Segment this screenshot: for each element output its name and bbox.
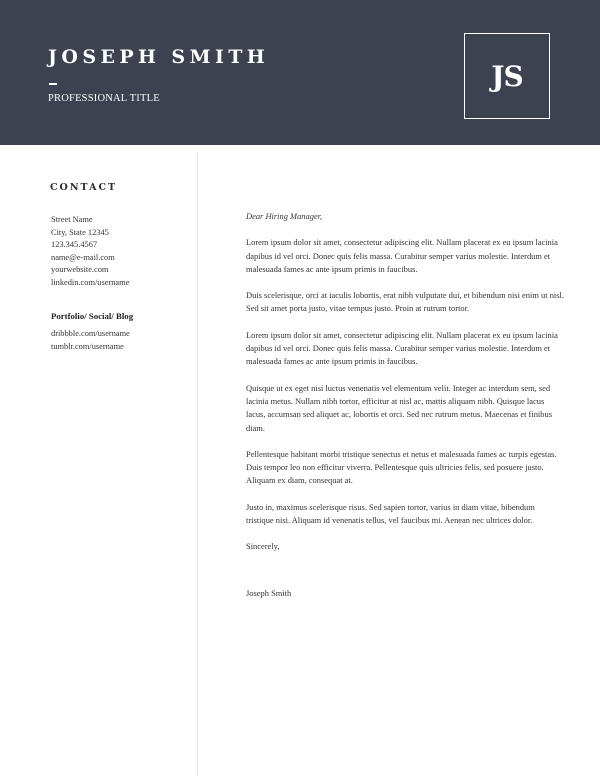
portfolio-heading: Portfolio/ Social/ Blog — [51, 311, 134, 321]
letter-paragraph: Quisque ut ex eget nisi luctus venenatis vel elementum velit. Integer ac interdum sem, sed lacinia metus. Nullam nibh tortor, efficitur at nisl ac, mattis aliquam nibh. Quisque lacus lacus, accumsan sed aliquet ac, lobortis et orci. Sed nec rutrum metus. Maecenas et finibus diam. — [246, 382, 552, 433]
monogram-initials: JS — [491, 59, 523, 93]
letter-signature-name: Joseph Smith — [246, 587, 292, 598]
letter-body — [246, 210, 564, 613]
contact-linkedin: linkedin.com/username — [51, 277, 130, 287]
contact-heading: CONTACT — [50, 182, 118, 193]
contact-street: Street Name — [51, 215, 93, 224]
letter-greeting: Dear Hiring Manager, — [246, 211, 323, 221]
professional-title: PROFESSIONAL TITLE — [48, 93, 160, 104]
letter-paragraph: Pellentesque habitant morbi tristique senectus et netus et malesuada fames ac turpis egestas. Duis tempor leo non efficitur viverra. Pellentesque quis ultricies felis, sed posuere justo. Aliquam ex diam, consequat at. — [246, 448, 557, 486]
portfolio-links — [51, 328, 191, 353]
title-dash — [49, 83, 57, 85]
monogram-box — [464, 33, 550, 119]
portfolio-dribbble: dribbble.com/username — [51, 329, 130, 338]
letter-paragraph: Duis scelerisque, orci at iaculis lobortis, erat nibh vulputate dui, et bibendum nisi enim ut nisl. Sed sit amet porta justo, vitae tempus justo. Proin at rutrum tortor. — [246, 290, 564, 314]
portfolio-tumblr: tumblr.com/username — [51, 341, 124, 351]
column-divider — [197, 152, 198, 776]
contact-email: name@e-mail.com — [51, 252, 115, 262]
letter-closing: Sincerely, — [246, 541, 280, 552]
contact-city-state: City, State 12345 — [51, 227, 109, 237]
letter-paragraph: Lorem ipsum dolor sit amet, consectetur adipiscing elit. Nullam placerat ex eu ipsum lacinia dapibus id vel orci. Donec quis felis massa. Curabitur semper varius molestie. Interdum et malesuada fames ac ante ipsum primis in faucibus. — [246, 329, 558, 367]
letter-paragraph: Justo in, maximus scelerisque risus. Sed sapien tortor, varius in diam vitae, bibendum tristique nisi. Aliquam id venenatis tellus, vel faucibus mi. Aenean nec ultrices dolor. — [246, 501, 535, 526]
contact-phone: 123.345.4567 — [51, 240, 98, 250]
header-banner — [0, 0, 600, 145]
candidate-name: JOSEPH SMITH — [48, 46, 270, 68]
letter-paragraph: Lorem ipsum dolor sit amet, consectetur adipiscing elit. Nullam placerat ex eu ipsum lacinia dapibus id vel orci. Donec quis felis massa. Curabitur semper varius molestie. Interdum et malesuada fames ac ante ipsum primis in faucibus. — [246, 237, 558, 274]
contact-details — [51, 214, 191, 290]
contact-website: yourwebsite.com — [51, 265, 109, 275]
